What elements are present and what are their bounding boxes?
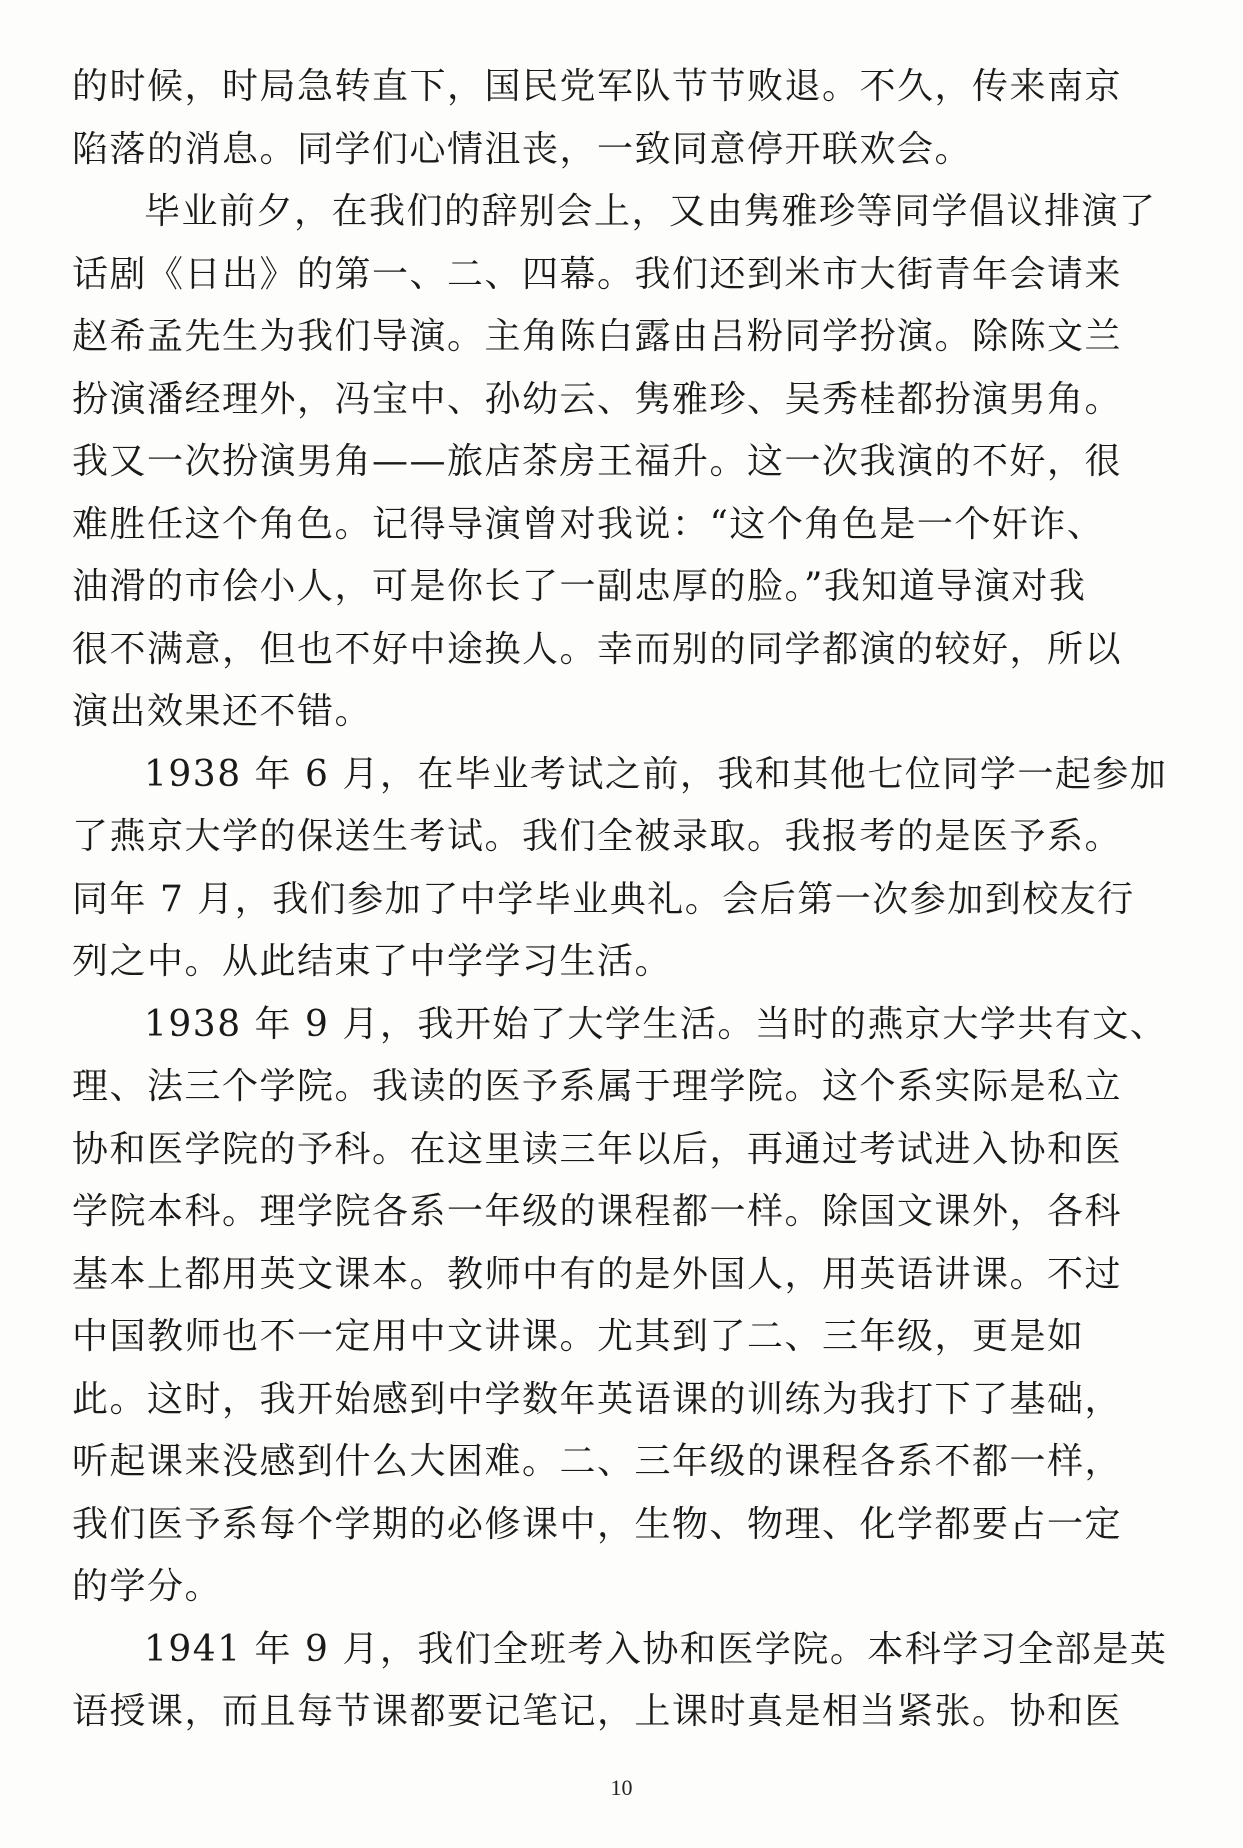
text-line: 理、法三个学院。我读的医予系属于理学院。这个系实际是私立 [72, 1066, 1123, 1107]
paragraph-start-line: 1938 年 6 月，在毕业考试之前，我和其他七位同学一起参加 [144, 753, 1168, 795]
text-line: 扮演潘经理外，冯宝中、孙幼云、隽雅珍、吴秀桂都扮演男角。 [72, 378, 1123, 420]
text-line: 听起课来没感到什么大困难。二、三年级的课程各系不都一样， [72, 1441, 1123, 1482]
text-line: 油滑的市侩小人，可是你长了一副忠厚的脸。”我知道导演对我 [72, 566, 1087, 607]
text-line: 我又一次扮演男角——旅店茶房王福升。这一次我演的不好，很 [72, 441, 1123, 482]
text-line: 的学分。 [72, 1566, 223, 1607]
text-line: 很不满意，但也不好中途换人。幸而别的同学都演的较好，所以 [72, 628, 1123, 670]
text-line: 中国教师也不一定用中文讲课。尤其到了二、三年级，更是如 [72, 1316, 1085, 1357]
text-line: 我们医予系每个学期的必修课中，生物、物理、化学都要占一定 [72, 1503, 1123, 1545]
text-line: 难胜任这个角色。记得导演曾对我说：“这个角色是一个奸诈、 [72, 503, 1105, 545]
text-line: 话剧《日出》的第一、二、四幕。我们还到米市大街青年会请来 [72, 253, 1123, 295]
text-line: 同年 7 月，我们参加了中学毕业典礼。会后第一次参加到校友行 [72, 878, 1135, 920]
body-text [72, 56, 1172, 1744]
paragraph-start-line: 毕业前夕，在我们的辞别会上，又由隽雅珍等同学倡议排演了 [144, 191, 1157, 232]
text-line: 学院本科。理学院各系一年级的课程都一样。除国文课外，各科 [72, 1191, 1123, 1232]
text-line: 陷落的消息。同学们心情沮丧，一致同意停开联欢会。 [72, 128, 973, 170]
text-line: 列之中。从此结束了中学学习生活。 [72, 941, 673, 982]
text-line: 赵希孟先生为我们导演。主角陈白露由吕粉同学扮演。除陈文兰 [72, 316, 1123, 357]
text-line: 此。这时，我开始感到中学数年英语课的训练为我打下了基础， [72, 1378, 1123, 1420]
text-line: 协和医学院的予科。在这里读三年以后，再通过考试进入协和医 [72, 1128, 1123, 1170]
text-line: 语授课，而且每节课都要记笔记，上课时真是相当紧张。协和医 [72, 1691, 1123, 1732]
text-line: 的时候，时局急转直下，国民党军队节节败退。不久，传来南京 [72, 66, 1123, 107]
text-line: 基本上都用英文课本。教师中有的是外国人，用英语讲课。不过 [72, 1253, 1123, 1295]
paragraph-start-line: 1941 年 9 月，我们全班考入协和医学院。本科学习全部是英 [144, 1628, 1168, 1670]
text-line: 演出效果还不错。 [72, 691, 373, 732]
text-line: 了燕京大学的保送生考试。我们全被录取。我报考的是医予系。 [72, 816, 1123, 857]
page-number: 10 [610, 1775, 633, 1800]
paragraph-start-line: 1938 年 9 月，我开始了大学生活。当时的燕京大学共有文、 [144, 1003, 1168, 1045]
